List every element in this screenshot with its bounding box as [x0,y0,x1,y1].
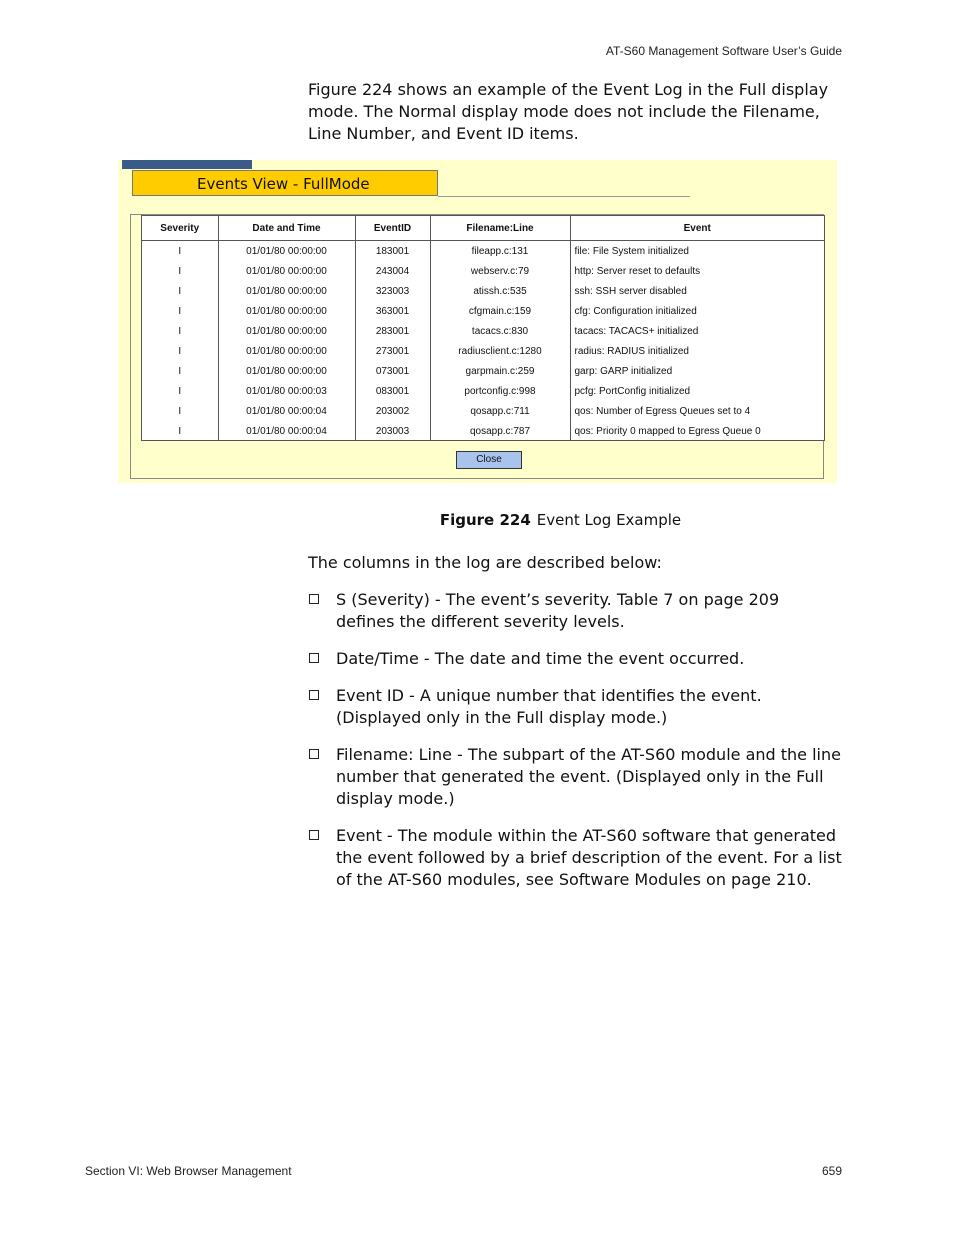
column-header-filename-line: Filename:Line [430,216,570,241]
checkbox-bullet-icon [309,830,319,840]
event-cell: pcfg: PortConfig initialized [574,385,691,397]
date-time-cell: 01/01/80 00:00:00 [218,301,355,321]
running-header: AT-S60 Management Software User’s Guide [605,44,842,58]
severity-cell: I [142,241,218,262]
event-cell: file: File System initialized [574,245,689,257]
column-header-date-time: Date and Time [218,216,355,241]
severity-cell: I [142,381,218,401]
column-descriptions-list [308,589,842,906]
figure-caption-text: Event Log Example [536,511,682,529]
severity-cell: I [142,261,218,281]
table-row [142,281,824,301]
severity-cell: I [142,421,218,441]
event-cell: qos: Number of Egress Queues set to 4 [574,405,751,417]
figure-caption [0,511,954,529]
severity-cell: I [142,361,218,381]
filename-line-cell: cfgmain.c:159 [430,301,570,321]
title-divider [438,196,690,197]
event-id-cell: 203002 [355,401,430,421]
filename-line-cell: webserv.c:79 [430,261,570,281]
list-item-text: Date/Time - The date and time the event occurred. [336,649,745,668]
event-id-cell: 243004 [355,261,430,281]
list-item [308,685,842,729]
checkbox-bullet-icon [309,690,319,700]
footer-section: Section VI: Web Browser Management [85,1164,292,1178]
checkbox-bullet-icon [309,594,319,604]
table-row [142,381,824,401]
date-time-cell: 01/01/80 00:00:00 [218,361,355,381]
figure-caption-label: Figure 224 [439,511,531,529]
date-time-cell: 01/01/80 00:00:04 [218,401,355,421]
filename-line-cell: qosapp.c:787 [430,421,570,441]
date-time-cell: 01/01/80 00:00:00 [218,241,355,262]
event-id-cell: 363001 [355,301,430,321]
table-row [142,261,824,281]
checkbox-bullet-icon [309,749,319,759]
events-table [142,216,824,441]
severity-cell: I [142,341,218,361]
filename-line-cell: radiusclient.c:1280 [430,341,570,361]
event-cell: garp: GARP initialized [574,365,673,377]
window-tab-strip [122,160,252,169]
date-time-cell: 01/01/80 00:00:00 [218,341,355,361]
filename-line-cell: garpmain.c:259 [430,361,570,381]
event-cell: tacacs: TACACS+ initialized [574,325,699,337]
severity-cell: I [142,401,218,421]
table-row [142,301,824,321]
table-row [142,241,824,262]
date-time-cell: 01/01/80 00:00:04 [218,421,355,441]
event-id-cell: 283001 [355,321,430,341]
table-row [142,321,824,341]
list-item-text: Filename: Line - The subpart of the AT-S60 module and the line number that generated the event. (Displayed only in the Full display mode.) [336,745,841,808]
event-cell: ssh: SSH server disabled [574,285,687,297]
checkbox-bullet-icon [309,653,319,663]
event-id-cell: 083001 [355,381,430,401]
event-id-cell: 273001 [355,341,430,361]
filename-line-cell: tacacs.c:830 [430,321,570,341]
list-item [308,825,842,891]
event-id-cell: 183001 [355,241,430,262]
list-item [308,648,842,670]
filename-line-cell: fileapp.c:131 [430,241,570,262]
events-table-body [142,241,824,442]
event-cell: qos: Priority 0 mapped to Egress Queue 0 [574,425,761,437]
events-view-title: Events View - FullMode [132,170,438,196]
filename-line-cell: atissh.c:535 [430,281,570,301]
date-time-cell: 01/01/80 00:00:00 [218,321,355,341]
column-header-event: Event [570,216,824,241]
severity-cell: I [142,281,218,301]
list-item-text: Event - The module within the AT-S60 software that generated the event followed by a brief description of the event. For a list of the AT-S60 modules, see Software Modules on page 210. [336,826,842,889]
column-header-event-id: EventID [355,216,430,241]
table-row [142,341,824,361]
events-table-frame [141,215,825,441]
event-log-screenshot [118,160,837,483]
columns-lead-paragraph: The columns in the log are described below: [308,553,662,572]
filename-line-cell: portconfig.c:998 [430,381,570,401]
table-row [142,421,824,441]
column-header-severity: Severity [142,216,218,241]
list-item [308,589,842,633]
event-id-cell: 323003 [355,281,430,301]
events-panel [130,214,824,479]
date-time-cell: 01/01/80 00:00:00 [218,261,355,281]
close-button[interactable]: Close [456,451,522,469]
list-item [308,744,842,810]
list-item-text: Event ID - A unique number that identifies the event. (Displayed only in the Full display mode.) [336,686,762,727]
event-id-cell: 203003 [355,421,430,441]
table-row [142,361,824,381]
date-time-cell: 01/01/80 00:00:03 [218,381,355,401]
severity-cell: I [142,321,218,341]
table-header-row [142,216,824,241]
severity-cell: I [142,301,218,321]
filename-line-cell: qosapp.c:711 [430,401,570,421]
event-cell: http: Server reset to defaults [574,265,701,277]
date-time-cell: 01/01/80 00:00:00 [218,281,355,301]
event-cell: cfg: Configuration initialized [574,305,697,317]
event-cell: radius: RADIUS initialized [574,345,689,357]
event-id-cell: 073001 [355,361,430,381]
table-row [142,401,824,421]
intro-paragraph: Figure 224 shows an example of the Event Log in the Full display mode. The Normal display mode does not include the Filename, Line Number, and Event ID items. [308,80,829,143]
page-number: 659 [821,1164,842,1178]
list-item-text: S (Severity) - The event’s severity. Table 7 on page 209 defines the different severity levels. [336,590,780,631]
